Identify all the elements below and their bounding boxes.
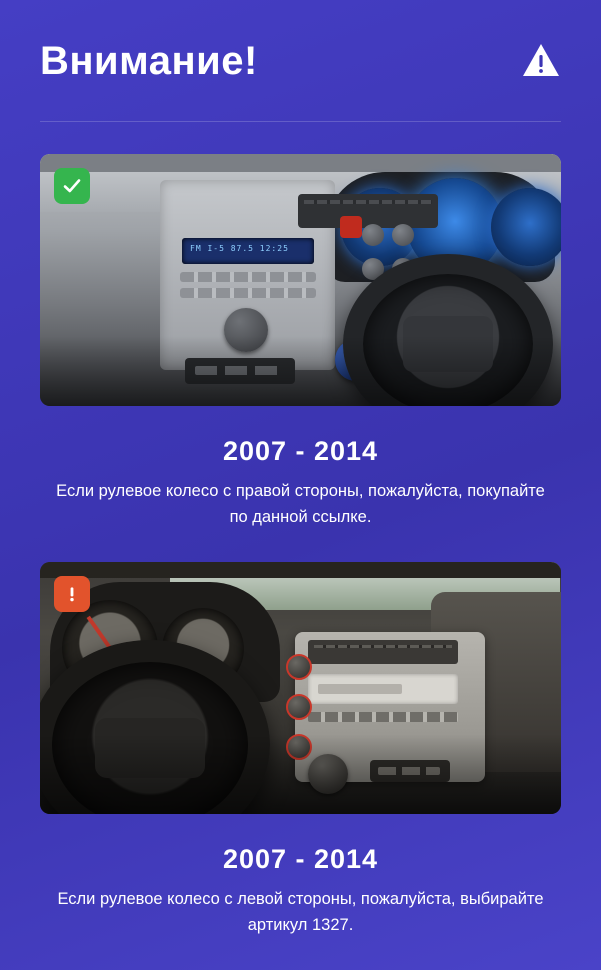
instruction-text: Если рулевое колесо с правой стороны, пожалуйста, покупайте по данной ссылке. xyxy=(56,482,545,526)
option-block-rhd xyxy=(40,154,561,530)
dashboard-image-rhd xyxy=(40,154,561,406)
option-block-lhd xyxy=(40,562,561,938)
dashboard-illustration-rhd xyxy=(40,154,561,406)
warning-triangle-icon xyxy=(521,41,561,81)
exclamation-mark-icon xyxy=(54,576,90,612)
dashboard-image-lhd xyxy=(40,562,561,814)
banner-header xyxy=(40,0,561,122)
dashboard-illustration-lhd xyxy=(40,562,561,814)
instruction-text: Если рулевое колесо с левой стороны, пожалуйста, выбирайте артикул 1327. xyxy=(57,890,544,934)
check-mark-icon xyxy=(54,168,90,204)
year-range-label: 2007 - 2014 xyxy=(222,436,379,466)
year-range-label: 2007 - 2014 xyxy=(222,844,379,875)
page-title: Внимание! xyxy=(40,38,258,83)
